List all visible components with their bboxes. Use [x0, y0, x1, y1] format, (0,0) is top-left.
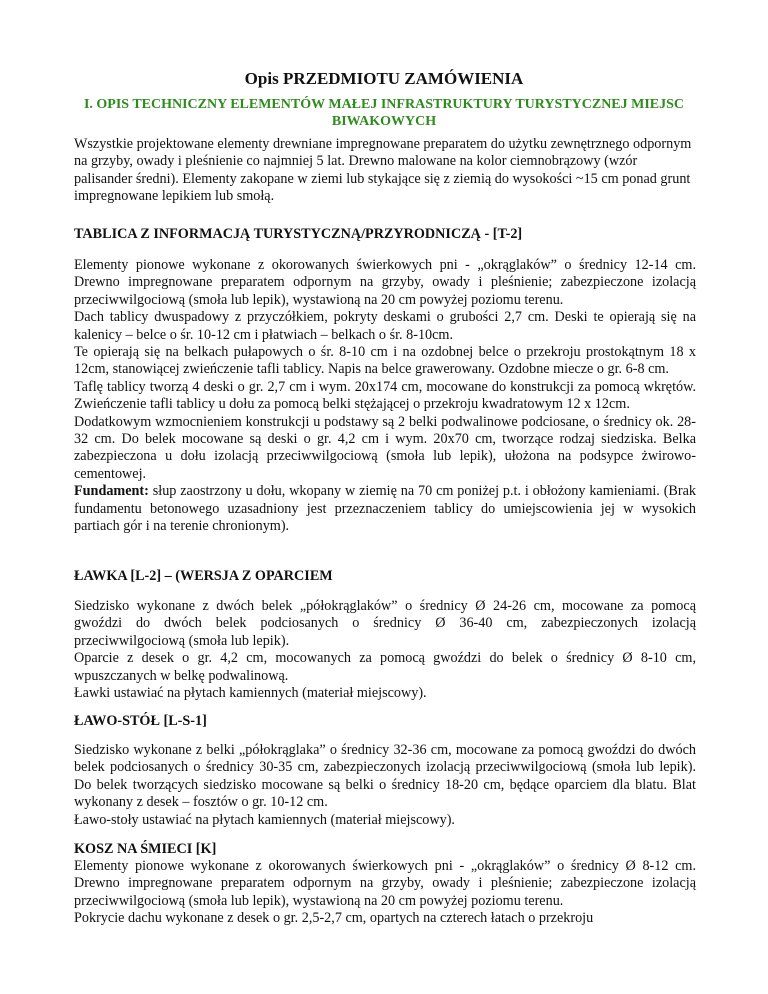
fundament-label: Fundament: — [74, 483, 149, 500]
paragraph: Taflę tablicy tworzą 4 deski o gr. 2,7 cm i wym. 20x174 cm, mocowane do konstrukcji za pomocą wkrętów. Zwieńczenie tafli tablicy u dołu za pomocą belki stężającej o przekroju kwadratowym 12 x 12cm. — [74, 378, 696, 413]
paragraph: Elementy pionowe wykonane z okorowanych świerkowych pni - „okrąglaków” o średnicy 12-14 cm. Drewno impregnowane preparatem odpornym na grzyby, owady i pleśnienie; zabezpieczone izolacją przeciwwilgociową (smoła lub lepik), wystawioną na 20 cm powyżej poziomu terenu. — [74, 257, 696, 308]
paragraph: Siedzisko wykonane z belki „półokrąglaka” o średnicy 32-36 cm, mocowane za pomocą gwoździ do dwóch belek podciosanych o średnicy 30-35 cm, zabezpieczonych izolacją przeciwwilgociową (smoła lub lepik). Do belek tworzących siedzisko mocowane są belki o średnicy 18-20 cm, będące oparciem dla blatu. Blat wykonany z desek – fosztów o gr. 10-12 cm. — [74, 742, 696, 811]
intro-paragraph: Wszystkie projektowane elementy drewniane impregnowane preparatem do użytku zewnętrznego odpornym na grzyby, owady i pleśnienie co najmniej 5 lat. Drewno malowane na kolor ciemnobrązowy (wzór palisander średni). Elementy zakopane w ziemi lub stykające się z ziemią do wysokości ~15 cm ponad grunt impregnowane lepikiem lub smołą. — [74, 136, 692, 205]
paragraph: Siedzisko wykonane z dwóch belek „półokrąglaków” o średnicy Ø 24-26 cm, mocowane za pomocą gwoździ do dwóch belek podciosanych o średnicy Ø 36-40 cm, zabezpieczonych izolacją przeciwwilgociową (smoła lub lepik). — [74, 598, 696, 649]
document-subtitle: I. OPIS TECHNICZNY ELEMENTÓW MAŁEJ INFRASTRUKTURY TURYSTYCZNEJ MIEJSC BIWAKOWYCH — [83, 97, 685, 129]
section-body-lawo-stol — [74, 742, 696, 829]
section-heading-kosz: KOSZ NA ŚMIECI [K] — [74, 841, 217, 857]
section-body-tablica — [74, 257, 696, 536]
paragraph: Dodatkowym wzmocnieniem konstrukcji u podstawy są 2 belki podwalinowe podciosane, o średnicy ok. 28-32 cm. Do belek mocowane są deski o gr. 4,2 cm i wym. 20x70 cm, tworzące rodzaj siedziska. Belka zabezpieczona u dołu izolacją przeciwwilgociową (smoła lub lepik), ułożona na podsypce żwirowo-cementowej. — [74, 413, 696, 482]
section-heading-lawo-stol: ŁAWO-STÓŁ [L-S-1] — [74, 713, 207, 729]
fundament-text: słup zaostrzony u dołu, wkopany w ziemię na 70 cm poniżej p.t. i obłożony kamieniami. (Brak fundamentu betonowego uzasadniony jest przeznaczeniem tablicy do umiejscowienia jej w wysokich partiach gór i na terenie chronionym). — [74, 483, 696, 535]
paragraph: Elementy pionowe wykonane z okorowanych świerkowych pni - „okrąglaków” o średnicy Ø 8-12 cm. Drewno impregnowane preparatem odpornym na grzyby, owady i pleśnienie; zabezpieczone izolacją przeciwwilgociową (smoła lub lepik), wystawioną na 20 cm powyżej poziomu terenu. — [74, 858, 696, 909]
paragraph: Ławo-stoły ustawiać na płytach kamiennych (materiał miejscowy). — [74, 811, 455, 828]
section-body-lawka — [74, 598, 696, 702]
document-title: Opis PRZEDMIOTU ZAMÓWIENIA — [244, 69, 524, 88]
section-heading-lawka: ŁAWKA [L-2] – (WERSJA Z OPARCIEM — [74, 568, 333, 584]
paragraph: Dach tablicy dwuspadowy z przyczółkiem, pokryty deskami o grubości 2,7 cm. Deski te opierają się na kalenicy – belce o śr. 10-12 cm i płatwiach – belkach o śr. 8-10cm. — [74, 309, 696, 343]
paragraph: Te opierają się na belkach pułapowych o śr. 8-10 cm i na ozdobnej belce o przekroju prostokątnym 18 x 12cm, stanowiącej zwieńczenie tafli tablicy. Napis na belce grawerowany. Ozdobne miecze o gr. 6-8 cm. — [74, 344, 696, 378]
paragraph: Ławki ustawiać na płytach kamiennych (materiał miejscowy). — [74, 685, 427, 702]
section-body-kosz — [74, 858, 696, 928]
paragraph: Oparcie z desek o gr. 4,2 cm, mocowanych za pomocą gwoździ do belek o średnicy Ø 8-10 cm, wpuszczanych w belkę podwalinową. — [74, 650, 696, 684]
section-heading-tablica: TABLICA Z INFORMACJĄ TURYSTYCZNĄ/PRZYRODNICZĄ - [T-2] — [74, 226, 523, 242]
paragraph: Pokrycie dachu wykonane z desek o gr. 2,5-2,7 cm, opartych na czterech łatach o przekroju — [74, 910, 594, 927]
fundament-paragraph — [74, 483, 696, 535]
